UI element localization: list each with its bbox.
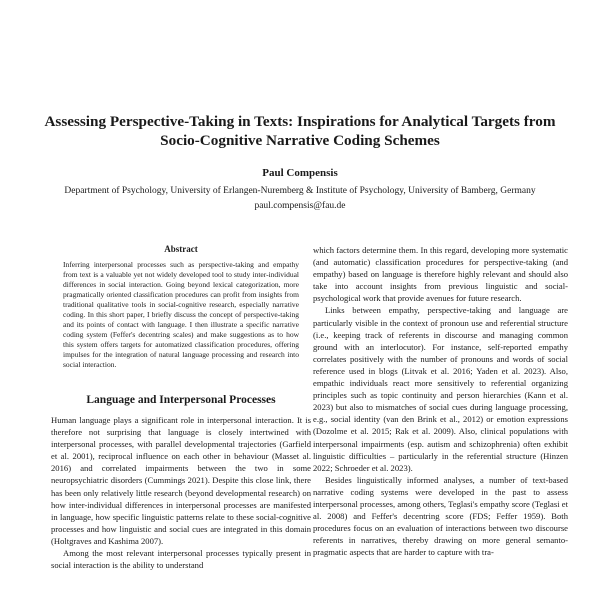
author-affiliation: Department of Psychology, University of Erlangen-Nuremberg & Institute of Psychology, University of Bamberg, Germany — [64, 186, 536, 196]
section-paragraph-1: Human language plays a significant role in interpersonal interaction. It is therefore not surprising that language is closely intertwined with interpersonal processes, with parallel developmental trajectories (Garfield et al. 2001), reciprocal influence on each other in behaviour (Masset al. 2016) and correlated impairments between the two in some neuropsychiatric disorders (Cummings 2021). Despite this close link, there has been only relatively little research (beyond developmental research) on how inter-individual differences in interpersonal processes are manifested in language, how specific linguistic patterns relate to these social-cognitive processes and how linguistic and social cues are integrated in this domain (Holtgraves and Kashima 2007). — [51, 415, 311, 546]
right-paragraph-3: Besides linguistically informed analyses, a number of text-based narrative coding systems were developed in the past to assess interpersonal processes, among others, Teglasi's empathy score (Teglasi et al. 2008) and Feffer's decentring score (FDS; Feffer 1959). Both procedures focus on an evaluation of interactions between two discourse referents in narratives, thereby drawing on more general semanto-pragmatic aspects that are harder to capture with tra- — [313, 474, 568, 558]
author-name: Paul Compensis — [262, 167, 338, 179]
title-line-2: Socio-Cognitive Narrative Coding Schemes — [160, 132, 440, 149]
right-column — [313, 244, 568, 558]
paper-title — [0, 112, 600, 150]
section-paragraph-2: Among the most relevant interpersonal processes typically present in social interaction is the ability to understand — [51, 548, 311, 571]
paper-header — [0, 112, 600, 211]
abstract-heading: Abstract — [164, 244, 198, 254]
title-line-1: Assessing Perspective-Taking in Texts: Inspirations for Analytical Targets from — [44, 113, 556, 130]
author-email: paul.compensis@fau.de — [254, 201, 346, 211]
right-paragraph-1: which factors determine them. In this regard, developing more systematic (and automatic) classification procedures for perspective-taking (and empathy) based on language is therefore highly relevant and should also take into account insights from previous linguistic and social-psychological work that provide avenues for future research. — [313, 245, 568, 304]
right-paragraph-2: Links between empathy, perspective-taking and language are particularly visible in the context of pronoun use and referential structure (i.e., keeping track of referents in discourse and managing common ground with an interlocutor). For instance, self-reported empathy correlates positively with the number of pronouns and words of social reference used in blogs (Litvak et al. 2016; Yaden et al. 2023). Also, empathic individuals react more sensitively to referential organizing principles such as topic continuity and person hierarchies (Kann et al. 2023) but also to mismatches of social cues during language processing, e.g., social identity (van den Brink et al., 2012) or emotion expressions (Dozolme et al. 2015; Rak et al. 2009). Also, clinical populations with interpersonal impairments (esp. autism and schizophrenia) often exhibit linguistic difficulties – particularly in the referential structure (Hinzen 2022; Schroeder et al. 2023). — [313, 305, 568, 473]
left-column — [51, 244, 311, 571]
abstract-text: Inferring interpersonal processes such as perspective-taking and empathy from text is a valuable yet not widely developed tool to study inter-individual differences in social interaction. Going beyond lexical categorization, more pragmatically oriented classification procedures can profit from insights from traditional qualitative tools in social-cognitive research, especially narrative coding. In this short paper, I briefly discuss the concept of perspective-taking and its points of contact with language. I then illustrate a specific narrative coding system (Feffer's decentring scales) and make suggestions as to how this system offers targets for automatized classification procedures, offering impulses for the integration of natural language processing and research into social interaction. — [63, 260, 299, 369]
section-heading: Language and Interpersonal Processes — [86, 394, 276, 406]
